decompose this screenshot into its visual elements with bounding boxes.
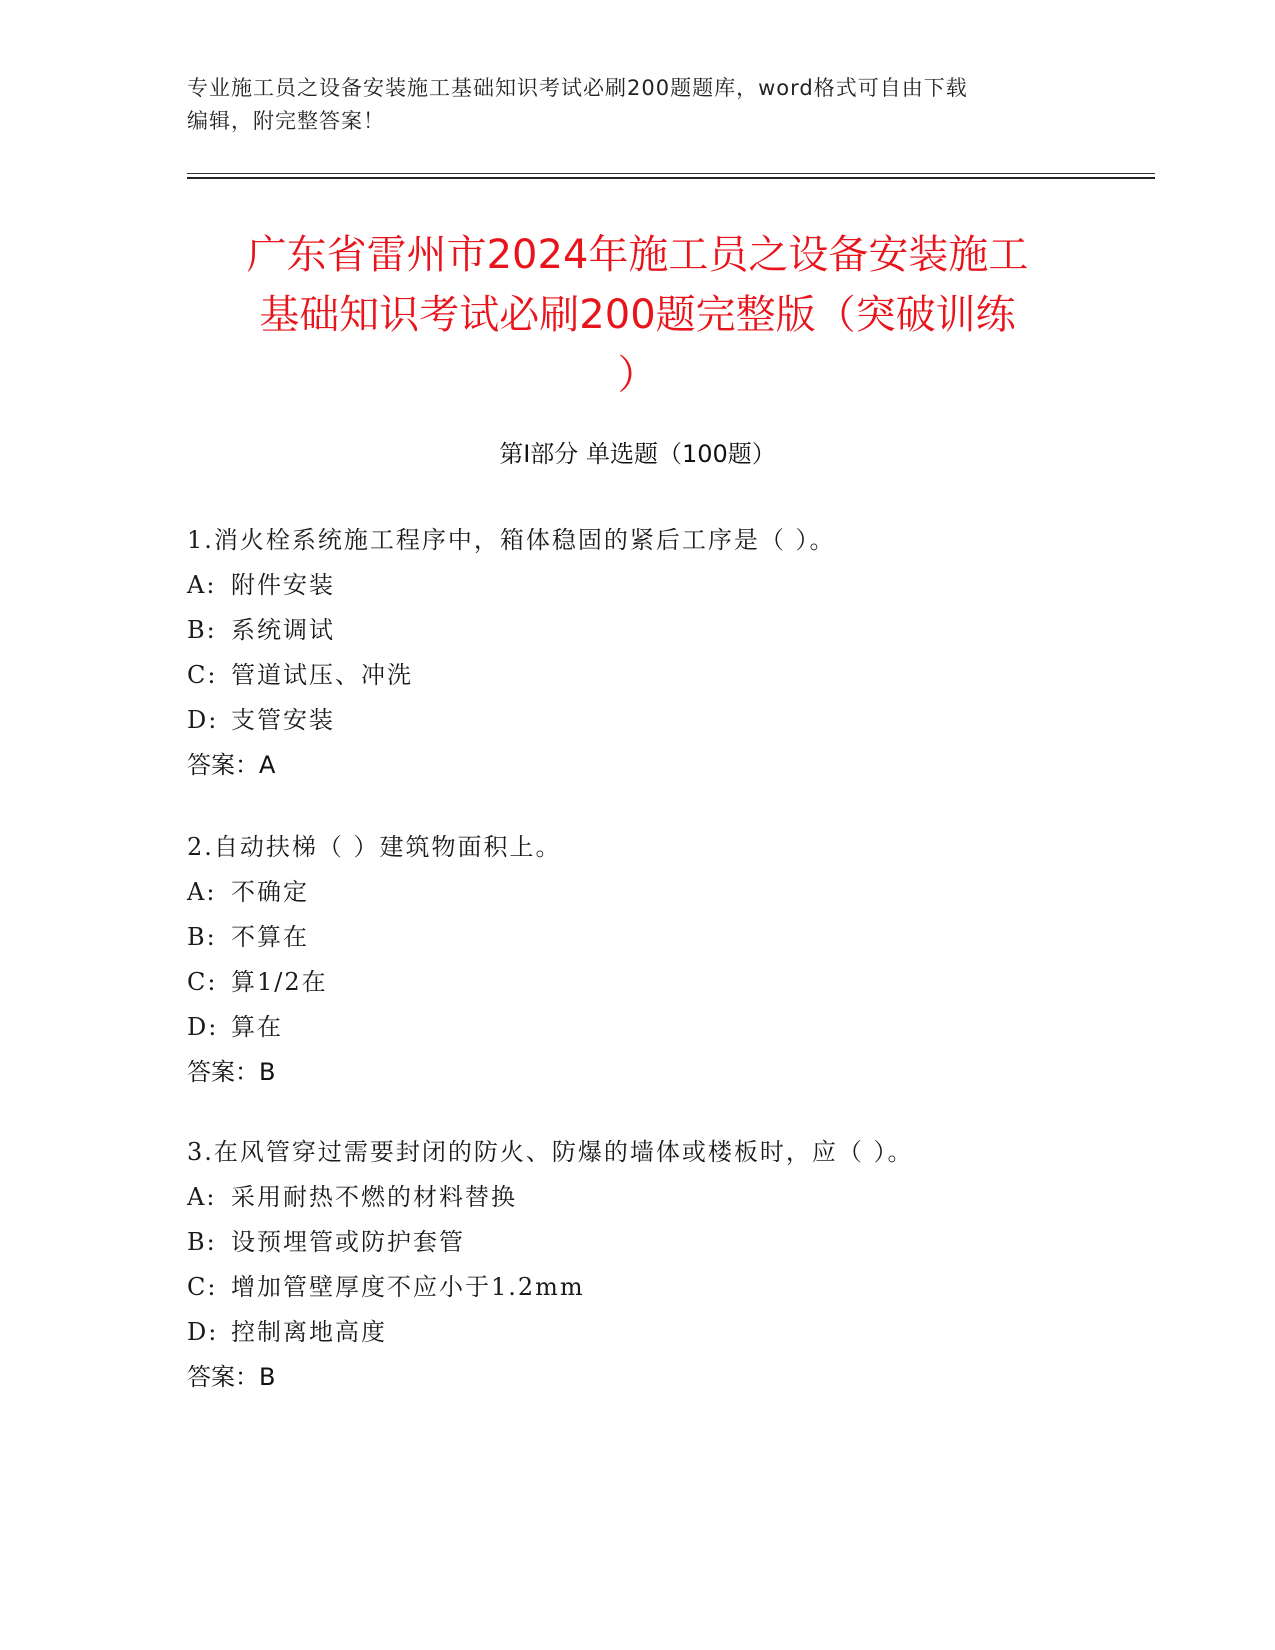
option-d	[187, 1310, 1155, 1355]
section-title: 第Ⅰ部分 单选题（100题）	[499, 440, 776, 468]
header-note	[187, 72, 1067, 138]
option-letter: B:	[187, 1228, 217, 1256]
option-c	[187, 960, 1155, 1005]
option-letter: D:	[187, 1013, 219, 1041]
header-divider-thin	[187, 173, 1155, 174]
header-note-line1: 专业施工员之设备安装施工基础知识考试必刷200题题库，word格式可自由下载	[187, 76, 968, 100]
document-title-line3: ）	[617, 352, 658, 398]
question-stem: 2.自动扶梯（ ）建筑物面积上。	[187, 833, 562, 861]
option-letter: B:	[187, 616, 217, 644]
option-text: 不确定	[231, 878, 309, 906]
answer: 答案：B	[187, 1363, 276, 1391]
option-c	[187, 653, 1155, 698]
option-letter: A:	[187, 1183, 217, 1211]
option-text: 采用耐热不燃的材料替换	[231, 1183, 517, 1211]
option-text: 设预埋管或防护套管	[231, 1228, 465, 1256]
option-b	[187, 608, 1155, 653]
option-text: 算在	[231, 1013, 283, 1041]
option-text: 不算在	[231, 923, 309, 951]
document-title-line1: 广东省雷州市2024年施工员之设备安装施工	[246, 232, 1029, 278]
option-letter: C:	[187, 968, 218, 996]
option-text: 算1/2在	[231, 968, 328, 996]
option-d	[187, 1005, 1155, 1050]
option-letter: C:	[187, 1273, 218, 1301]
option-letter: D:	[187, 706, 219, 734]
question-3	[187, 1130, 1155, 1400]
question-stem: 1.消火栓系统施工程序中，箱体稳固的紧后工序是（ ）。	[187, 526, 836, 554]
option-letter: B:	[187, 923, 217, 951]
option-letter: C:	[187, 661, 218, 689]
option-text: 附件安装	[231, 571, 335, 599]
option-letter: D:	[187, 1318, 219, 1346]
answer: 答案：A	[187, 751, 276, 779]
option-a	[187, 563, 1155, 608]
option-letter: A:	[187, 878, 217, 906]
document-title-line2: 基础知识考试必刷200题完整版（突破训练	[259, 292, 1016, 338]
option-d	[187, 698, 1155, 743]
option-b	[187, 1220, 1155, 1265]
option-c	[187, 1265, 1155, 1310]
question-1	[187, 518, 1155, 788]
header-note-line2: 编辑，附完整答案！	[187, 109, 385, 133]
option-text: 支管安装	[231, 706, 335, 734]
option-text: 增加管壁厚度不应小于1.2mm	[231, 1273, 585, 1301]
header-divider-thick	[187, 177, 1155, 179]
document-title	[120, 225, 1155, 405]
question-stem: 3.在风管穿过需要封闭的防火、防爆的墙体或楼板时，应（ ）。	[187, 1138, 914, 1166]
option-text: 系统调试	[231, 616, 335, 644]
option-text: 控制离地高度	[231, 1318, 387, 1346]
option-text: 管道试压、冲洗	[231, 661, 413, 689]
option-a	[187, 1175, 1155, 1220]
option-b	[187, 915, 1155, 960]
question-2	[187, 825, 1155, 1095]
option-letter: A:	[187, 571, 217, 599]
answer: 答案：B	[187, 1058, 276, 1086]
option-a	[187, 870, 1155, 915]
